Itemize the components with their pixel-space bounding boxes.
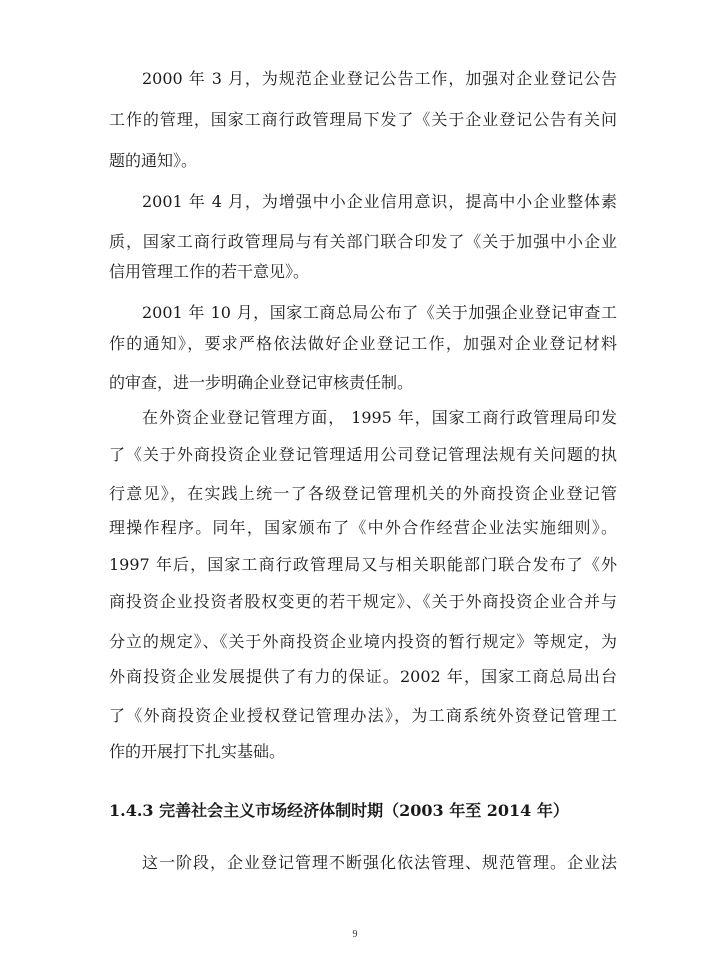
paragraph-4-line-8: 外商投资企业发展提供了有力的保证。2002 年，国家工商总局出台 bbox=[109, 667, 617, 686]
paragraph-4-line-5: 1997 年后，国家工商行政管理局又与相关职能部门联合发布了《外 bbox=[109, 555, 617, 574]
paragraph-2-line-1: 2001 年 4 月，为增强中小企业信用意识，提高中小企业整体素 bbox=[142, 192, 617, 211]
page-number: 9 bbox=[352, 929, 358, 940]
paragraph-2-line-2: 质，国家工商行政管理局与有关部门联合印发了《关于加强中小企业 bbox=[109, 232, 617, 251]
paragraph-3-line-3: 的审查，进一步明确企业登记审核责任制。 bbox=[109, 373, 414, 392]
paragraph-4-line-3: 行意见》，在实践上统一了各级登记管理机关的外商投资企业登记管 bbox=[109, 484, 617, 503]
paragraph-1-line-3: 题的通知》。 bbox=[109, 151, 198, 170]
paragraph-4-line-9: 了《外商投资企业授权登记管理办法》，为工商系统外资登记管理工 bbox=[109, 706, 617, 725]
paragraph-4-line-6: 商投资企业投资者股权变更的若干规定》、《关于外商投资企业合并与 bbox=[109, 592, 617, 611]
paragraph-4-line-7: 分立的规定》、《关于外商投资企业境内投资的暂行规定》等规定，为 bbox=[109, 632, 617, 651]
paragraph-2-line-3: 信用管理工作的若干意见》。 bbox=[109, 262, 310, 281]
paragraph-1-line-2: 工作的管理，国家工商行政管理局下发了《关于企业登记公告有关问 bbox=[109, 110, 617, 129]
paragraph-3-line-1: 2001 年 10 月，国家工商总局公布了《关于加强企业登记审查工 bbox=[142, 303, 617, 322]
section-heading: 1.4.3 完善社会主义市场经济体制时期（2003 年至 2014 年） bbox=[109, 801, 569, 820]
paragraph-4-line-2: 了《关于外商投资企业登记管理适用公司登记管理法规有关问题的执 bbox=[109, 445, 617, 464]
paragraph-1-line-1: 2000 年 3 月，为规范企业登记公告工作，加强对企业登记公告 bbox=[142, 69, 617, 88]
paragraph-3-line-2: 作的通知》，要求严格依法做好企业登记工作，加强对企业登记材料 bbox=[109, 334, 617, 353]
final-paragraph-line-1: 这一阶段，企业登记管理不断强化依法管理、规范管理。企业法 bbox=[142, 853, 617, 872]
paragraph-4-line-4: 理操作程序。同年，国家颁布了《中外合作经营企业法实施细则》。 bbox=[109, 518, 617, 537]
paragraph-4-line-10: 作的开展打下扎实基础。 bbox=[109, 742, 286, 761]
paragraph-4-line-1: 在外资企业登记管理方面， 1995 年，国家工商行政管理局印发 bbox=[142, 408, 617, 427]
